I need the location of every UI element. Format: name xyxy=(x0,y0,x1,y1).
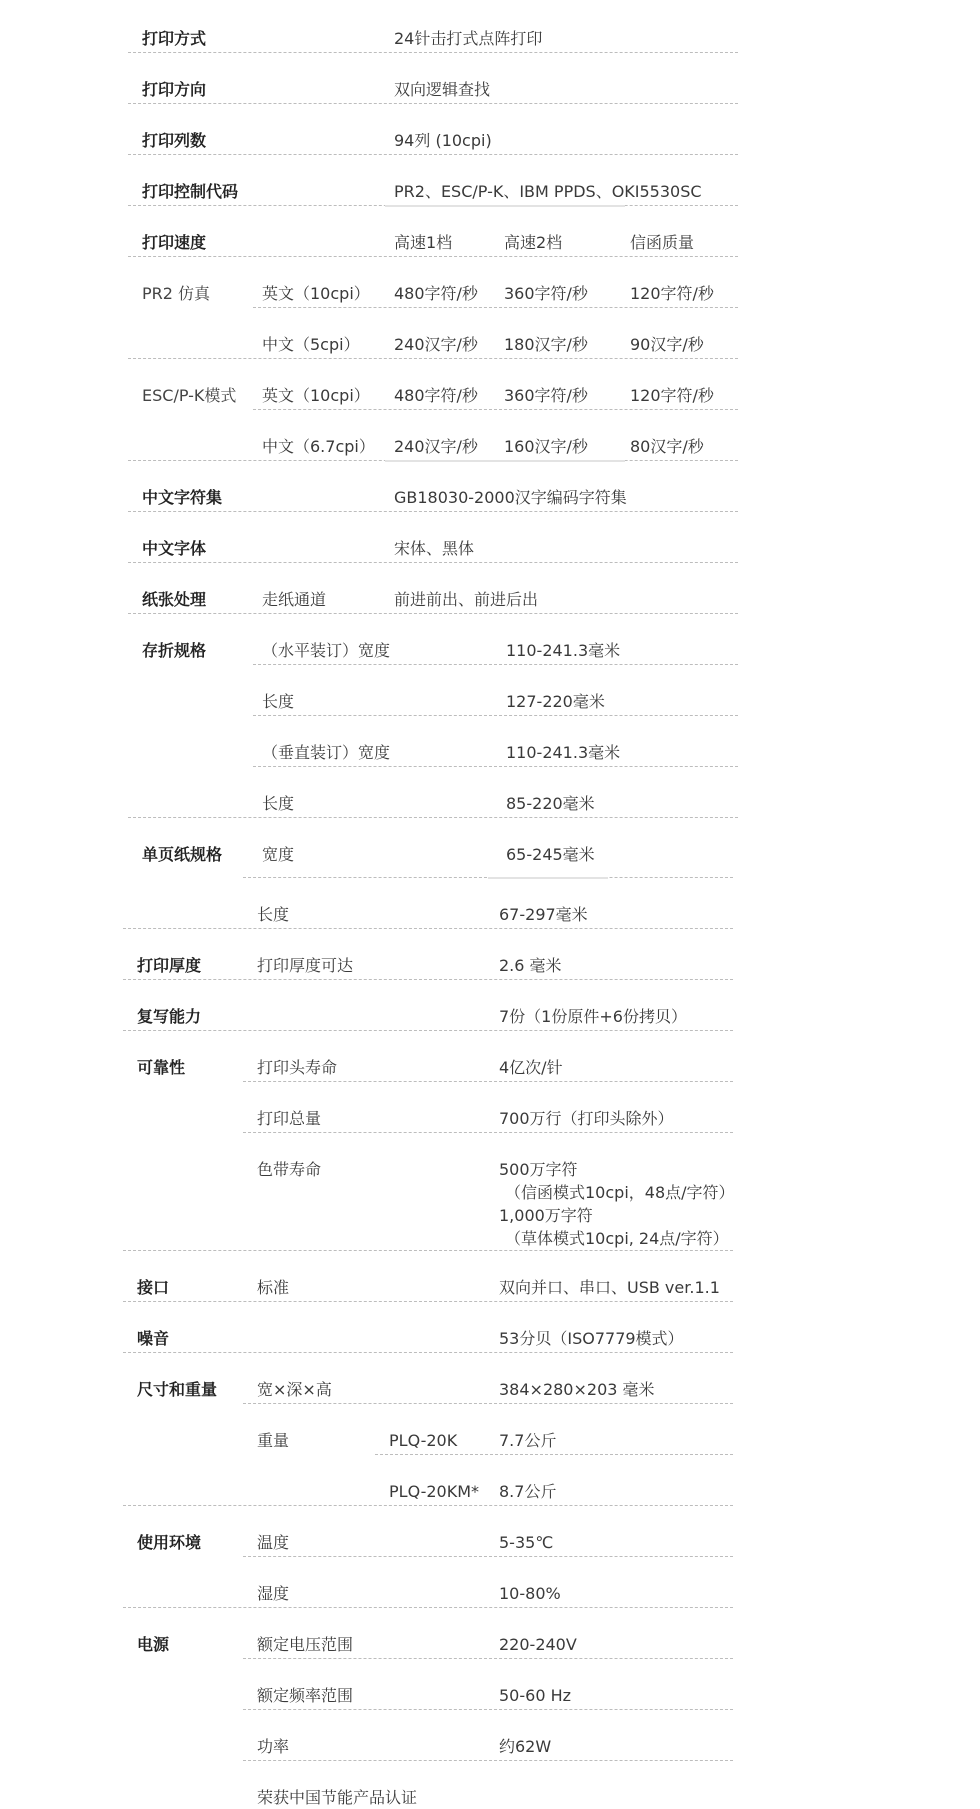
row-divider xyxy=(128,562,738,563)
row-sub: 湿度 xyxy=(257,1584,290,1603)
row-label: 打印列数 xyxy=(142,131,207,150)
row-label: 打印方式 xyxy=(142,29,207,48)
row-label: 纸张处理 xyxy=(142,590,207,609)
row-divider xyxy=(243,1132,733,1133)
row-weight-20km xyxy=(123,1465,733,1516)
row-pr2-chinese xyxy=(128,318,738,369)
row-print-speed-header xyxy=(128,216,738,267)
row-fonts xyxy=(128,522,738,573)
row-sub: 中文（5cpi） xyxy=(262,335,360,354)
speed-value-2: 360字符/秒 xyxy=(504,386,588,405)
row-sub: 色带寿命 xyxy=(257,1160,322,1179)
row-divider xyxy=(123,928,733,929)
speed-value-3: 120字符/秒 xyxy=(630,284,714,303)
row-sub: （垂直装订）宽度 xyxy=(262,743,391,762)
row-value: 110-241.3毫米 xyxy=(506,641,621,660)
row-divider xyxy=(123,1352,733,1353)
speed-value-3: 90汉字/秒 xyxy=(630,335,704,354)
row-divider xyxy=(128,103,738,104)
row-label: 电源 xyxy=(137,1635,170,1654)
row-divider xyxy=(123,1250,733,1251)
row-label: 噪音 xyxy=(137,1329,170,1348)
row-divider xyxy=(128,256,738,257)
row-divider xyxy=(385,205,625,207)
row-value: 127-220毫米 xyxy=(506,692,605,711)
row-value: 约62W xyxy=(499,1737,552,1756)
row-label: 打印方向 xyxy=(142,80,207,99)
row-divider xyxy=(243,1709,733,1710)
row-value: 双向逻辑查找 xyxy=(394,80,491,99)
row-humidity xyxy=(123,1567,733,1618)
row-sub: 英文（10cpi） xyxy=(262,284,370,303)
row-value: 220-240V xyxy=(499,1635,577,1654)
row-label: 中文字体 xyxy=(142,539,207,558)
row-dimensions xyxy=(123,1363,733,1414)
row-value: 10-80% xyxy=(499,1584,561,1603)
row-power xyxy=(123,1720,733,1771)
value-line: 500万字符 xyxy=(499,1160,578,1179)
row-value: 前进前出、前进后出 xyxy=(394,590,539,609)
row-sub: 标准 xyxy=(257,1278,290,1297)
row-sub: 中文（6.7cpi） xyxy=(262,437,375,456)
row-divider xyxy=(123,1505,733,1506)
row-print-thickness xyxy=(123,939,733,990)
row-ribbon-life xyxy=(123,1143,733,1261)
speed-value-3: 120字符/秒 xyxy=(630,386,714,405)
row-print-columns xyxy=(128,114,738,165)
row-label: 打印速度 xyxy=(142,233,207,252)
row-value: 7.7公斤 xyxy=(499,1431,557,1450)
row-value: 94列 (10cpi) xyxy=(394,131,492,150)
row-label: 单页纸规格 xyxy=(142,845,223,864)
row-value: PR2、ESC/P-K、IBM PPDS、OKI5530SC xyxy=(394,182,702,201)
speed-value-2: 360字符/秒 xyxy=(504,284,588,303)
row-sub: 重量 xyxy=(257,1431,290,1450)
row-pr2-english xyxy=(128,267,738,318)
row-paper-handling xyxy=(128,573,738,624)
row-temperature xyxy=(123,1516,733,1567)
speed-col-3: 信函质量 xyxy=(630,233,695,252)
speed-value-1: 240汉字/秒 xyxy=(394,437,478,456)
row-value: 85-220毫米 xyxy=(506,794,595,813)
row-label: 使用环境 xyxy=(137,1533,202,1552)
row-value-multiline xyxy=(499,1158,735,1250)
row-divider xyxy=(253,766,738,767)
row-divider xyxy=(243,1403,733,1404)
value-line: （信函模式10cpi，48点/字符） xyxy=(505,1183,735,1202)
row-sub: 功率 xyxy=(257,1737,290,1756)
row-value: 110-241.3毫米 xyxy=(506,743,621,762)
row-value: 24针击打式点阵打印 xyxy=(394,29,543,48)
speed-value-1: 240汉字/秒 xyxy=(394,335,478,354)
row-head-life xyxy=(123,1041,733,1092)
row-total-volume xyxy=(123,1092,733,1143)
row-label: 打印厚度 xyxy=(137,956,202,975)
row-divider xyxy=(128,511,738,512)
row-divider xyxy=(123,979,733,980)
row-label: 尺寸和重量 xyxy=(137,1380,218,1399)
row-control-codes xyxy=(128,165,738,216)
row-sub: 打印头寿命 xyxy=(257,1058,338,1077)
row-sub: 打印厚度可达 xyxy=(257,956,354,975)
row-divider xyxy=(488,877,608,879)
row-divider xyxy=(128,613,738,614)
row-interface xyxy=(123,1261,733,1312)
row-divider xyxy=(253,307,738,308)
row-sub: 额定电压范围 xyxy=(257,1635,354,1654)
row-label: PR2 仿真 xyxy=(142,284,211,303)
speed-value-3: 80汉字/秒 xyxy=(630,437,704,456)
row-divider xyxy=(243,1081,733,1082)
row-value: 7份（1份原件+6份拷贝） xyxy=(499,1007,687,1026)
row-label: ESC/P-K模式 xyxy=(142,386,237,405)
row-divider xyxy=(253,664,738,665)
row-divider xyxy=(253,715,738,716)
value-line: 1,000万字符 xyxy=(499,1206,593,1225)
row-sub: 英文（10cpi） xyxy=(262,386,370,405)
row-passbook-v-width xyxy=(128,726,738,777)
row-divider xyxy=(243,1760,733,1761)
row-sub: （水平装订）宽度 xyxy=(262,641,391,660)
row-model: PLQ-20KM* xyxy=(389,1482,480,1501)
row-passbook-v-length xyxy=(128,777,738,828)
row-value: GB18030-2000汉字编码字符集 xyxy=(394,488,627,507)
row-label: 打印控制代码 xyxy=(142,182,239,201)
speed-col-2: 高速2档 xyxy=(504,233,563,252)
speed-col-1: 高速1档 xyxy=(394,233,453,252)
row-sub: 打印总量 xyxy=(257,1109,322,1128)
speed-value-2: 180汉字/秒 xyxy=(504,335,588,354)
row-label: 存折规格 xyxy=(142,641,207,660)
row-divider xyxy=(375,1454,733,1455)
row-value: 53分贝（ISO7779模式） xyxy=(499,1329,684,1348)
row-sub: 走纸通道 xyxy=(262,590,327,609)
row-divider xyxy=(123,1301,733,1302)
row-value: 双向并口、串口、USB ver.1.1 xyxy=(499,1278,720,1297)
row-divider xyxy=(243,1556,733,1557)
row-divider xyxy=(123,1030,733,1031)
speed-value-1: 480字符/秒 xyxy=(394,284,478,303)
row-sheet-width xyxy=(128,828,738,879)
row-value: 384×280×203 毫米 xyxy=(499,1380,655,1399)
row-sheet-length xyxy=(123,888,733,939)
row-sub: 荣获中国节能产品认证 xyxy=(257,1788,418,1807)
row-noise xyxy=(123,1312,733,1363)
row-copy-capability xyxy=(123,990,733,1041)
row-divider xyxy=(128,154,738,155)
row-weight-20k xyxy=(123,1414,733,1465)
row-value: 65-245毫米 xyxy=(506,845,595,864)
row-sub: 额定频率范围 xyxy=(257,1686,354,1705)
row-value: 67-297毫米 xyxy=(499,905,588,924)
speed-value-1: 480字符/秒 xyxy=(394,386,478,405)
row-sub: 长度 xyxy=(262,692,295,711)
row-print-direction xyxy=(128,63,738,114)
row-print-method xyxy=(128,12,738,63)
speed-value-2: 160汉字/秒 xyxy=(504,437,588,456)
row-passbook-h-length xyxy=(128,675,738,726)
row-divider xyxy=(253,409,738,410)
row-divider xyxy=(128,358,738,359)
row-divider xyxy=(128,817,738,818)
row-value: 50-60 Hz xyxy=(499,1686,572,1705)
row-value: 5-35℃ xyxy=(499,1533,554,1552)
row-value: 宋体、黑体 xyxy=(394,539,475,558)
row-divider xyxy=(123,1607,733,1608)
row-divider xyxy=(243,1658,733,1659)
row-value: 700万行（打印头除外） xyxy=(499,1109,674,1128)
value-line: （草体模式10cpi, 24点/字符） xyxy=(505,1229,729,1248)
row-escpk-chinese xyxy=(128,420,738,471)
row-energy-cert xyxy=(123,1771,733,1807)
row-label: 接口 xyxy=(137,1278,170,1297)
row-divider xyxy=(128,52,738,53)
row-label: 可靠性 xyxy=(137,1058,186,1077)
row-sub: 长度 xyxy=(262,794,295,813)
row-label: 复写能力 xyxy=(137,1007,202,1026)
row-passbook-h-width xyxy=(128,624,738,675)
row-charset xyxy=(128,471,738,522)
row-value: 2.6 毫米 xyxy=(499,956,562,975)
row-model: PLQ-20K xyxy=(389,1431,458,1450)
row-voltage xyxy=(123,1618,733,1669)
row-value: 4亿次/针 xyxy=(499,1058,563,1077)
row-sub: 温度 xyxy=(257,1533,290,1552)
row-divider xyxy=(385,460,625,462)
row-sub: 长度 xyxy=(257,905,290,924)
row-frequency xyxy=(123,1669,733,1720)
row-sub: 宽度 xyxy=(262,845,295,864)
row-label: 中文字符集 xyxy=(142,488,223,507)
row-escpk-english xyxy=(128,369,738,420)
row-sub: 宽×深×高 xyxy=(257,1380,332,1399)
row-value: 8.7公斤 xyxy=(499,1482,557,1501)
